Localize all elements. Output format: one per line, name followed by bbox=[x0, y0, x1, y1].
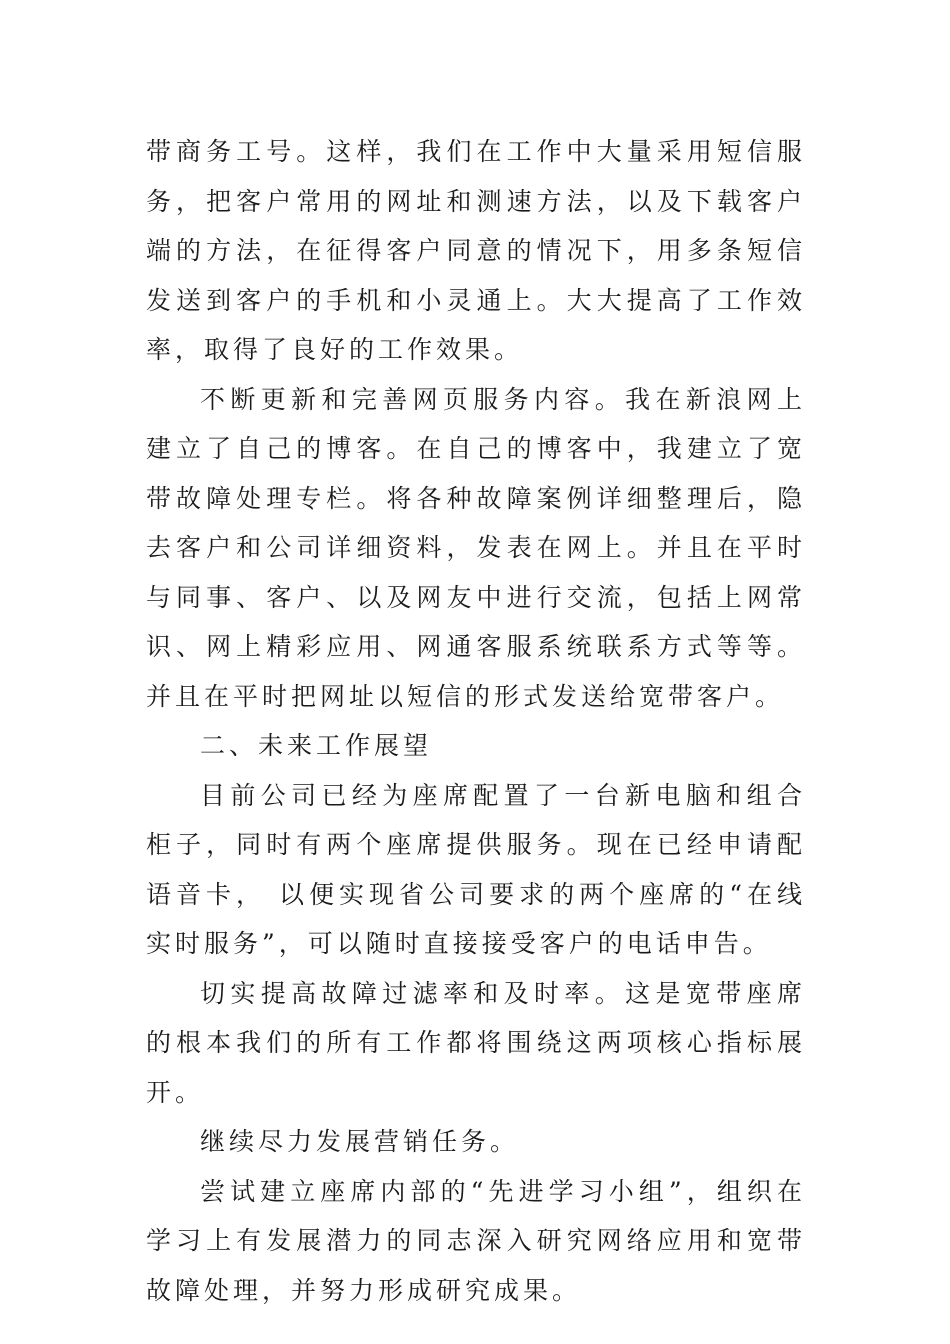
paragraph-marketing: 继续尽力发展营销任务。 bbox=[200, 1127, 520, 1156]
paragraph-seat-config: 目前公司已经为座席配置了一台新电脑和组合柜子，同时有两个座席提供服务。现在已经申请配语音卡， 以便实现省公司要求的两个座席的“在线实时服务”，可以随时直接接受客户的电话申告。 bbox=[146, 780, 806, 958]
paragraph-fault-rate: 切实提高故障过滤率和及时率。这是宽带座席的根本我们的所有工作都将围绕这两项核心指标展开。 bbox=[146, 978, 806, 1107]
document-body bbox=[146, 127, 806, 1315]
section-heading: 二、未来工作展望 bbox=[200, 731, 433, 760]
paragraph-continuation: 带商务工号。这样，我们在工作中大量采用短信服务，把客户常用的网址和测速方法，以及下载客户端的方法，在征得客户同意的情况下，用多条短信发送到客户的手机和小灵通上。大大提高了工作效率，取得了良好的工作效果。 bbox=[146, 137, 806, 364]
paragraph-study-group: 尝试建立座席内部的“先进学习小组”，组织在学习上有发展潜力的同志深入研究网络应用和宽带故障处理，并努力形成研究成果。 bbox=[146, 1176, 806, 1305]
paragraph-web-content: 不断更新和完善网页服务内容。我在新浪网上建立了自己的博客。在自己的博客中，我建立了宽带故障处理专栏。将各种故障案例详细整理后，隐去客户和公司详细资料，发表在网上。并且在平时与同事、客户、以及网友中进行交流，包括上网常识、网上精彩应用、网通客服系统联系方式等等。并且在平时把网址以短信的形式发送给宽带客户。 bbox=[146, 384, 806, 711]
